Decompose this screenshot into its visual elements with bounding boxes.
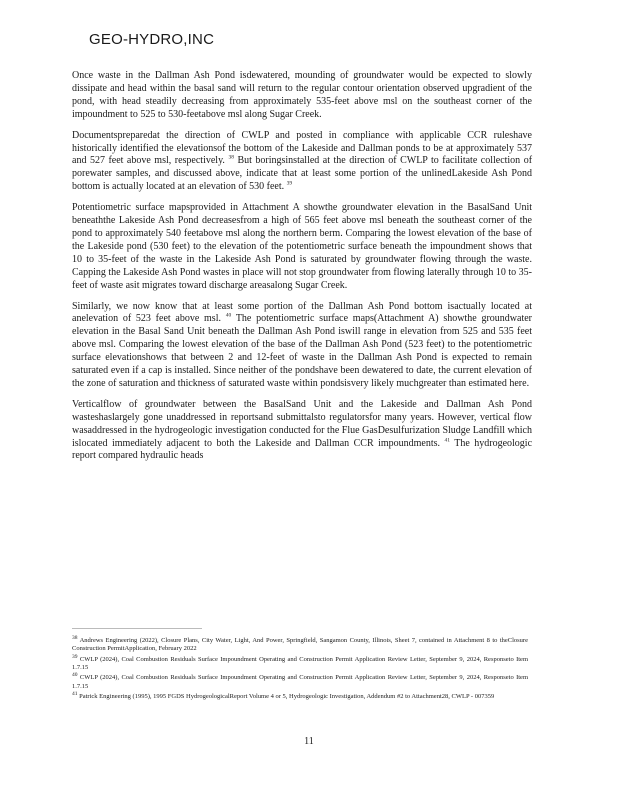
footnote-text: Patrick Engineering (1995), 1995 FGDS HydrogeologicalReport Volume 4 or 5, Hydrogeologic Investigation, Addendum #2 to Attachment28, CWLP - 007359 (79, 692, 495, 700)
footnote-text: CWLP (2024), Coal Combustion Residuals Surface Impoundment Operating and Construction Permit Application Review Letter, September 9, 2024, Responseto Item 1.7.15 (72, 655, 528, 672)
paragraph-text: Once waste in the Dallman Ash Pond isdewatered, mounding of groundwater would be expected to slowly dissipate and head within the basal sand will return to the regular contour orientation observed upgradient of the pond, with head steadily decreasing from approximately 535-feet above msl on the southeast corner of the impoundment to 525 to 530-feetabove msl along Sugar Creek. (72, 70, 532, 120)
paragraph-text: Similarly, we now know that at least some portion of the Dallman Ash Pond bottom isactually located at anelevation of 523 feet above msl. (72, 300, 532, 325)
paragraph-text: Documentspreparedat the direction of CWLP and posted in compliance with applicable CCR ruleshave historically identified the elevationsof the bottom of the Lakeside and Dallman ponds to be at approximately 537 and 527 feet above msl, respectively. (72, 129, 532, 167)
footnote-number: 41 (72, 690, 78, 697)
paragraph-text-continued: But boringsinstalled at the direction of CWLP to facilitate collection of porewater samples, and discussed above, indicate that at least some portion of the unlinedLakeside Ash Pond bottom is actually located at an elevation of 530 feet. (72, 155, 533, 193)
footnote (72, 634, 528, 654)
paragraph-text: Potentiometric surface mapsprovided in Attachment A showthe groundwater elevation in the BasalSand Unit beneaththe Lakeside Ash Pond decreasesfrom a high of 565 feet above msl beneath the southeast corner of the pond to approximately 540 feetabove msl along the northern berm. Comparing the lowest elevation of the base of the Lakeside pond (530 feet) to the elevation of the potentiometric surface beneath the impoundment shows that 10 to 35-feet of the waste in the Lakeside Ash Pond is saturated by groundwater flowing through the waste. Capping the Lakeside Ash Pond wastes in place will not stop groundwater from flowing laterally through 10 to 35-feet of waste asit migrates toward discharge areasalong Sugar Creek. (72, 202, 532, 291)
footnote-ref[interactable]: 38 (228, 155, 234, 162)
footnote (72, 653, 528, 673)
body-text (72, 70, 532, 471)
footnote (72, 674, 528, 691)
footnote-divider (72, 628, 202, 629)
footnotes (72, 634, 528, 703)
footnote-ref[interactable]: 40 (225, 313, 232, 320)
footnote-ref[interactable]: 39 (286, 180, 293, 187)
paragraph-5 (72, 399, 532, 464)
paragraph-text: Verticalflow of groundwater between the BasalSand Unit and the Lakeside and Dallman Ash Pond wasteshaslargely gone unaddressed in reportsand submittalsto regulatorsfor many years. However, vertical flow wasaddressed in the hydrogeologic investigation conducted for the Flue GasDesulfurization Sludge Landfill which islocated immediately adjacent to both the Lakeside and Dallman CCR impoundments. (72, 398, 532, 449)
company-header: GEO-HYDRO,INC (89, 31, 215, 48)
page-number: 11 (304, 736, 314, 747)
paragraph-4 (72, 301, 532, 391)
footnote (72, 690, 528, 701)
footnote-number: 40 (72, 672, 78, 679)
paragraph-text-continued: The potentiometric surface maps(Attachment A) showthe groundwater elevation in the Basal Sand Unit beneath the Dallman Ash Pond iswill range in elevation from 525 and 535 feet above msl. Comparing the lowest elevation of the base of the Dallman Ash Pond (523 feet) to the potentiometric surface elevationshows that between 2 and 12-feet of waste in the Dallman Ash Pond is expected to remain saturated even if a cap is installed. Since neither of the pondshave been dewatered to date, the current elevation of the zone of saturation and thickness of saturated waste within pondsisvery likely muchgreater than estimated here. (72, 313, 532, 389)
footnote-ref[interactable]: 41 (444, 437, 450, 444)
footnote-text: Andrews Engineering (2022), Closure Plans, City Water, Light, And Power, Springfield, Sangamon County, Illinois, Sheet 7, contained in Attachment 8 to theClosure Construction PermitApplication, February 2022 (72, 637, 528, 653)
paragraph-2 (72, 130, 532, 195)
paragraph-text-continued: The hydrogeologic report compared hydraulic heads (72, 437, 533, 462)
paragraph-3 (72, 202, 532, 292)
footnote-number: 39 (72, 653, 78, 660)
footnote-number: 38 (72, 634, 78, 641)
paragraph-1 (72, 70, 532, 122)
footnote-text: CWLP (2024), Coal Combustion Residuals Surface Impoundment Operating and Construction Permit Application Review Letter, September 9, 2024, Responseto Item 1.7.15 (72, 674, 528, 690)
